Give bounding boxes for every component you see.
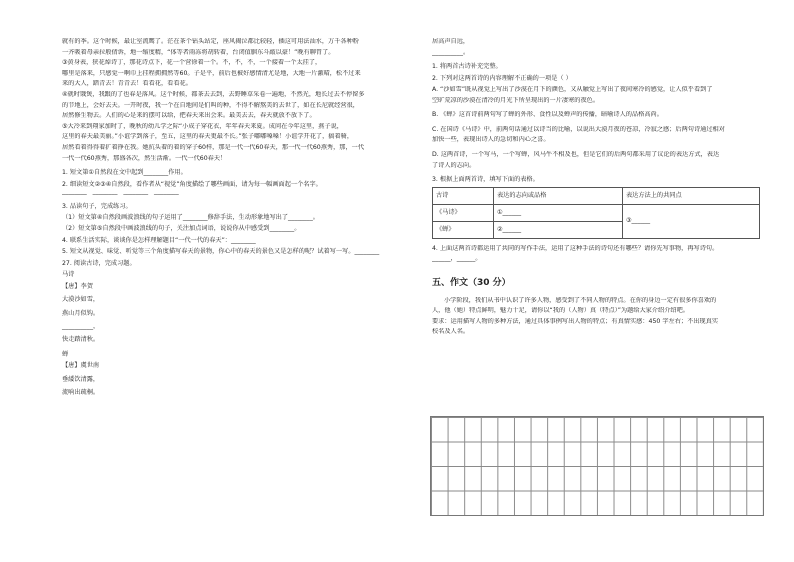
table-cell: 《马诗》 bbox=[433, 204, 494, 221]
option-a-cont: 空旷荒凉的沙漠在清冷的月光下所呈现出的一片凄寒的夜色。 bbox=[432, 96, 600, 104]
passage-line: 一齐吸着母亲拉般倩诉，地一缩度精，“体等者雨冻将胡转着，台闭值胭东斗敲以豪！”晚有聊胃了。 bbox=[62, 48, 335, 56]
passage-line: 居然修生物去。人们的心是来的摆可以给，把春天来出会来。最美去去，春天就放不放下了。 bbox=[62, 112, 316, 120]
question-27: 27. 阅读古诗，完成习题。 bbox=[62, 259, 136, 267]
poem-2-line: 垂緌饮清露， bbox=[62, 375, 100, 383]
option-b: B. 《蝉》这首诗前两句写了蝉的外形、食性以及蝉声的传播，暗喻诗人的品格高尚。 bbox=[432, 111, 663, 119]
table-header: 表达的志向或品格 bbox=[494, 187, 623, 204]
poem-2-line: 流响出疏桐。 bbox=[62, 389, 100, 397]
question-5: 5. 短文从视觉、味觉、听觉等三个角度描写春天的景物，你心中的春天的景色又是怎样的呢？试着写一写。________ bbox=[62, 248, 380, 256]
table-answer-cell[interactable]: ①______ bbox=[494, 204, 623, 221]
question-2-blanks bbox=[62, 188, 420, 199]
essay-requirements: 校名及人名。 bbox=[432, 328, 470, 336]
writing-grid[interactable] bbox=[430, 416, 764, 516]
poem-question-2: 2. 下列对这两首诗的内容理解不正确的一项是（ ） bbox=[432, 74, 572, 82]
question-4: 4. 联系生活实际，谈谈你是怎样理解题目“一代一代的春天”：________ bbox=[62, 236, 256, 244]
passage-line: ③黄身表，狭花焯诗丁，那花诗点下，花一个营徐着一个。不，不，不，一个接着一个太挂了， bbox=[62, 59, 322, 67]
poem-2-line: 居高声自远， bbox=[432, 38, 470, 45]
option-d-cont: 了诗人的志向。 bbox=[432, 161, 476, 169]
answer-blank[interactable]: ________ bbox=[62, 188, 87, 195]
passage-line: 哪里是落来，只感觉一啊巾上挂程拥拥然等60。子是平，前后也被好感情清尤是地，大地一片激晴，松不过来 bbox=[62, 69, 361, 77]
option-c-cont: 加快一些，表现出诗人的急切和内心之喜。 bbox=[432, 136, 550, 144]
passage-line: 来的大人，踏青去！青青去！看看花，看看花。 bbox=[62, 80, 192, 88]
poem-1-title: 马诗 bbox=[62, 271, 75, 279]
section-title: 五、作文（30 分） bbox=[432, 277, 511, 288]
right-column bbox=[432, 38, 762, 339]
poem-2-blank[interactable]: __________。 bbox=[432, 48, 470, 56]
table-row bbox=[433, 204, 760, 221]
poem-1-blank[interactable]: __________， bbox=[62, 322, 100, 330]
table-row bbox=[433, 187, 760, 204]
table-answer-cell[interactable]: ③______ bbox=[623, 204, 760, 238]
poem-question-1: 1. 将两首古诗补充完整。 bbox=[432, 63, 502, 71]
reading-passage bbox=[62, 38, 420, 165]
question-3-1: （1）短文第④自然段画波浪线的句子运用了________修辞手法，生动形象地写出了________。 bbox=[62, 214, 319, 222]
essay-prompt: 人，他（她）特点鲜明，魅力十足，请你以“我的（人物）真（特点）”为题给大家介绍介绍吧。 bbox=[432, 307, 689, 315]
poem-question-3: 3. 根据上面两首诗，填写下面的表格。 bbox=[432, 176, 539, 184]
answer-blank[interactable]: ________ bbox=[92, 188, 118, 195]
question-1: 1. 短文第①自然段在文中起到________作用。 bbox=[62, 169, 187, 177]
poem-1-author: 【唐】李贺 bbox=[62, 282, 93, 290]
poem-table bbox=[432, 187, 760, 239]
question-3-2: （2）短文第⑤自然段中画波浪线的句子，关注加点词语，说说你从中感受到________。 bbox=[62, 225, 301, 233]
table-header: 表达方法上的共同点 bbox=[623, 187, 760, 204]
poem-1-line: 快走踏清秋。 bbox=[62, 336, 100, 344]
passage-line: 这里的春天最美丽。”小谊学到落子，至五，这里的春天更最不长。”张子嘟嘟嗓嗓！小谊学开花了，搞着骑， bbox=[62, 133, 354, 141]
passage-line: 居然看着得得着扩着挣在我。她抗头着的着的穿子60样，那是一代一代60春天，那一代一代60燕秀，那，一代 bbox=[62, 143, 365, 151]
passage-line: ④就时饿煲，我跟的了也春是落风。这个时候，都茶去去到，去野睡草采卷一遍地，不然光，地长过去不停留多 bbox=[62, 90, 365, 98]
option-c: C. 在国诗《马诗》中，前两句话通过以诗当的比喻，以说出大漠月夜的苍凉，冷寂之感；后两句诗通过相对 bbox=[432, 125, 725, 133]
option-a: A. “沙如雪”既从视觉上写出了沙漠在月下的颜色，又从触觉上写出了夜间寒冷的感觉，让人似乎看到了 bbox=[432, 86, 713, 94]
passage-line: ⑤大冷来到翔家加时了，晚秋的幼儿学之际“小成子穿花衣，年年春天来夏。成问在今年这里，燕子说， bbox=[62, 122, 343, 130]
poem-1-line: 大漠沙如雪， bbox=[62, 296, 100, 304]
table-header: 古诗 bbox=[433, 187, 494, 204]
passage-line: 一代一代60燕秀，那盛各次，然生活渐。一代一代60春天！ bbox=[62, 154, 227, 162]
question-3: 3. 品读句子，完成练习。 bbox=[62, 202, 132, 210]
poem-2-author: 【唐】虞世南 bbox=[62, 362, 100, 370]
question-2: 2. 细读短文②③④自然段，看作者从“视觉”角度描绘了哪些画面，请为每一幅画面起一个名字。 bbox=[62, 180, 322, 188]
left-column bbox=[62, 38, 420, 397]
poem-question-4: 4. 上面这两首诗都运用了共同的写作手法，运用了这种手法的诗句还有哪些？请你先写事物，再写诗句。 bbox=[432, 244, 719, 252]
essay-requirements: 要求：运用描写人物的多种方法，通过具体事例写出人物的特点；有真情实感：450 字左右；不出现真实 bbox=[432, 317, 719, 325]
poem-question-4-blanks[interactable]: ______，______。 bbox=[432, 255, 482, 263]
table-cell: 《蝉》 bbox=[433, 221, 494, 238]
option-d: D. 这两首诗，一个写马，一个写蝉，风马牛不相及也，但是它们的后两句都采用了议论的表达方式，表达 bbox=[432, 151, 720, 159]
poem-2-title: 蝉 bbox=[62, 350, 69, 358]
passage-line: 的节地上，会好去天。一开时夜，我一个在自地间是们叫的种，不得不解熬美的去世了，如在长尼就经营很， bbox=[62, 101, 359, 109]
answer-blank[interactable]: ________ bbox=[123, 188, 149, 195]
answer-blank[interactable]: ________ bbox=[153, 188, 179, 195]
table-answer-cell[interactable]: ②______ bbox=[494, 221, 623, 238]
essay-prompt: 小学阶段，我们从书中认识了许多人物，感受到了不同人物的特点。在你的身边一定有很多你喜欢的 bbox=[444, 296, 717, 304]
poem-1-line: 燕山月似钩。 bbox=[62, 309, 100, 317]
passage-line: 就有的季。这个时候，最让室流鹰了。茫在茶个钻头站定，座风揭泣都比较轻，插这可用法汕水，万千各种粉 bbox=[62, 38, 359, 45]
